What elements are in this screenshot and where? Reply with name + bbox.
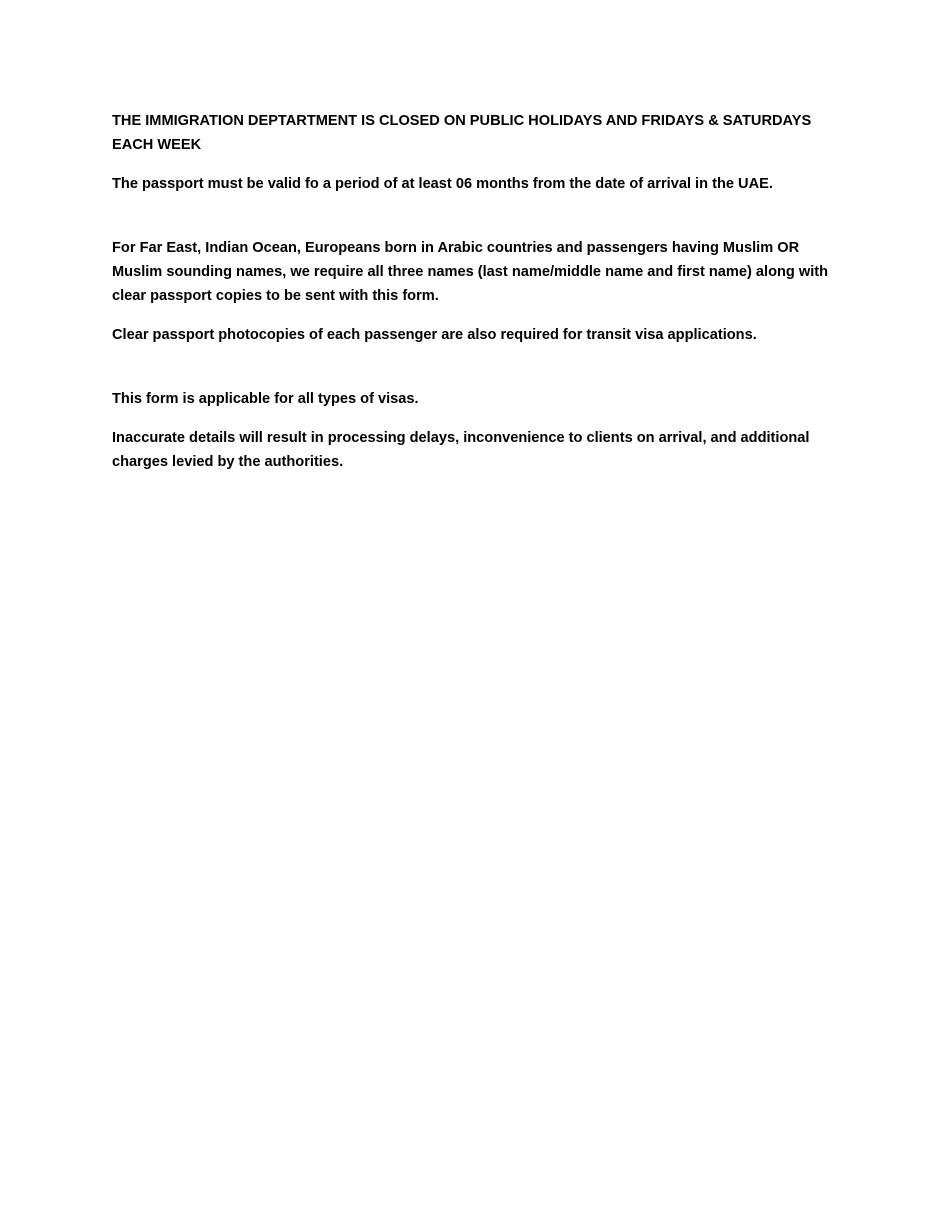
notice-transit-photocopies: Clear passport photocopies of each passenger are also required for transit visa applications. [112, 327, 757, 343]
notice-name-requirements: For Far East, Indian Ocean, Europeans born in Arabic countries and passengers having Muslim OR Muslim sounding names, we require all three names (last name/middle name and first name) along with clear passport copies to be sent with this form. [112, 240, 829, 304]
notice-passport-validity: The passport must be valid fo a period of at least 06 months from the date of arrival in the UAE. [112, 176, 773, 192]
notice-inaccurate-details: Inaccurate details will result in processing delays, inconvenience to clients on arrival, and additional charges levied by the authorities. [112, 430, 810, 470]
notice-closure: THE IMMIGRATION DEPTARTMENT IS CLOSED ON PUBLIC HOLIDAYS AND FRIDAYS & SATURDAYS EACH WEEK [112, 113, 812, 153]
document-page [112, 109, 832, 474]
notice-form-applicability: This form is applicable for all types of visas. [112, 391, 419, 407]
